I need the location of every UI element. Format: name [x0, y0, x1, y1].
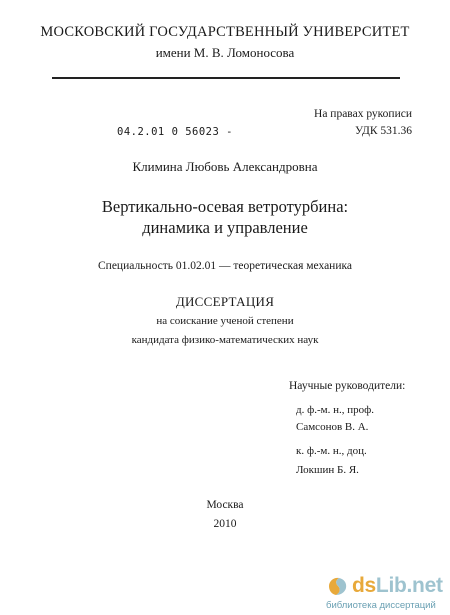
degree-line-1: на соискание ученой степени: [156, 315, 294, 327]
supervisor-2-title: к. ф.-м. н., доц.: [296, 445, 367, 457]
supervisor-1-title: д. ф.-м. н., проф.: [296, 404, 374, 416]
supervisors-heading: Научные руководители:: [289, 380, 406, 392]
manuscript-rights-note: На правах рукописи: [314, 108, 412, 120]
dslib-brand-lib: Lib.net: [375, 574, 443, 597]
university-name: МОСКОВСКИЙ ГОСУДАРСТВЕННЫЙ УНИВЕРСИТЕТ: [40, 24, 410, 40]
thesis-title-line-1: Вертикально-осевая ветротурбина:: [101, 197, 349, 216]
year: 2010: [213, 518, 237, 530]
thesis-title-line-2: динамика и управление: [142, 218, 308, 237]
dslib-brand: [352, 574, 443, 598]
author-name: Климина Любовь Александровна: [132, 159, 318, 174]
header-divider: [52, 77, 400, 79]
dslib-watermark[interactable]: [326, 574, 450, 615]
supervisor-2-name: Локшин Б. Я.: [296, 464, 359, 476]
registration-stamp: 04.2.01 0 56023 -: [117, 126, 233, 138]
dslib-caption: библиотека диссертаций: [326, 600, 436, 611]
city: Москва: [206, 499, 244, 511]
dissertation-heading: ДИССЕРТАЦИЯ: [175, 294, 275, 309]
dslib-logo-icon: [326, 574, 350, 598]
udk-code: УДК 531.36: [355, 125, 412, 137]
university-named-after: имени М. В. Ломоносова: [155, 45, 295, 60]
dslib-brand-ds: ds: [352, 574, 376, 597]
specialty-line: Специальность 01.02.01 — теоретическая механика: [98, 260, 352, 272]
supervisor-1-name: Самсонов В. А.: [296, 421, 369, 433]
degree-line-2: кандидата физико-математических наук: [131, 334, 319, 346]
